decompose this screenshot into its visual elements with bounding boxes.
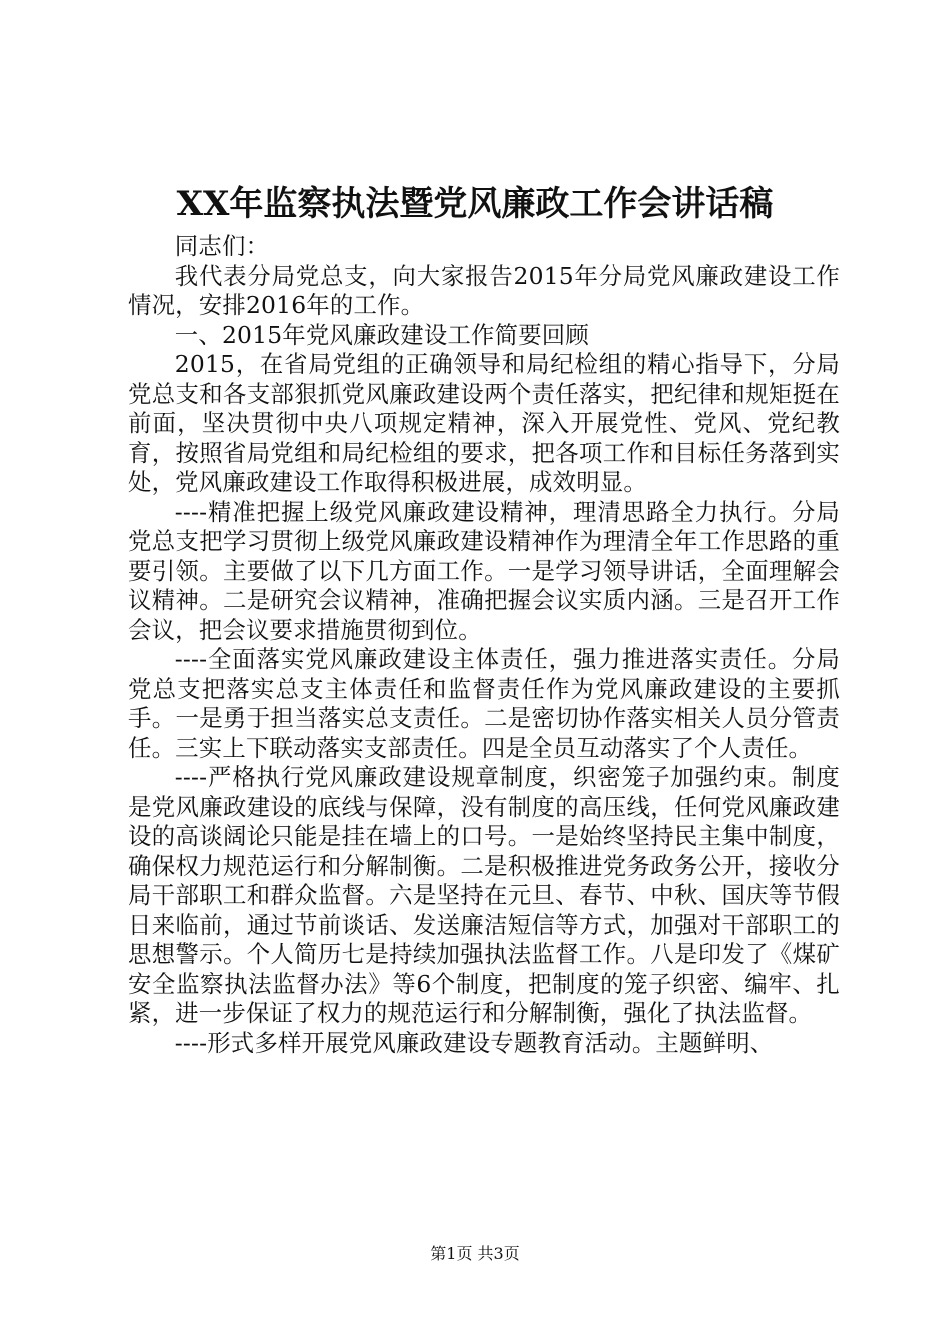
section-heading: 一、2015年党风廉政建设工作简要回顾 — [174, 320, 589, 349]
document-title: XX年监察执法暨党风廉政工作会讲话稿 — [176, 184, 774, 224]
review-paragraph: 2015，在省局党组的正确领导和局纪检组的精心指导下，分局党总支和各支部狠抓党风廉政建设两个责任落实，把纪律和规矩挺在前面，坚决贯彻中央八项规定精神，深入开展党性、党风、党纪教育，按照省局党组和局纪检组的要求，把各项工作和目标任务落到实处，党风廉政建设工作取得积极进展，成效明显。 — [128, 350, 840, 496]
spirit-paragraph: ----精准把握上级党风廉政建设精神，理清思路全力执行。分局党总支把学习贯彻上级党风廉政建设精神作为理清全年工作思路的重要引领。主要做了以下几方面工作。一是学习领导讲话，全面理解会议精神。二是研究会议精神，准确把握会议实质内涵。三是召开工作会议，把会议要求措施贯彻到位。 — [128, 497, 840, 644]
education-paragraph: ----形式多样开展党风廉政建设专题教育活动。主题鲜明、 — [174, 1028, 774, 1057]
regulation-paragraph: ----严格执行党风廉政建设规章制度，织密笼子加强约束。制度是党风廉政建设的底线与保障，没有制度的高压线，任何党风廉政建设的高谈阔论只能是挂在墙上的口号。一是始终坚持民主集中制度，确保权力规范运行和分解制衡。二是积极推进党务政务公开，接收分局干部职工和群众监督。六是坚持在元旦、春节、中秋、国庆等节假日来临前，通过节前谈话、发送廉洁短信等方式，加强对干部职工的思想警示。个人简历七是持续加强执法监督工作。八是印发了《煤矿安全监察执法监督办法》等6个制度，把制度的笼子织密、编牢、扎紧，进一步保证了权力的规范运行和分解制衡，强化了执法监督。 — [128, 763, 840, 1027]
salutation-paragraph: 同志们： — [174, 232, 270, 260]
responsibility-paragraph: ----全面落实党风廉政建设主体责任，强力推进落实责任。分局党总支把落实总支主体责任和监督责任作为党风廉政建设的主要抓手。一是勇于担当落实总支责任。二是密切协作落实相关人员分管责任。三实上下联动落实支部责任。四是全员互动落实了个人责任。 — [128, 645, 840, 762]
document-body — [128, 232, 840, 1058]
page-footer: 第1页 共3页 — [430, 1244, 520, 1263]
intro-paragraph: 我代表分局党总支，向大家报告2015年分局党风廉政建设工作情况，安排2016年的工作。 — [128, 261, 840, 319]
